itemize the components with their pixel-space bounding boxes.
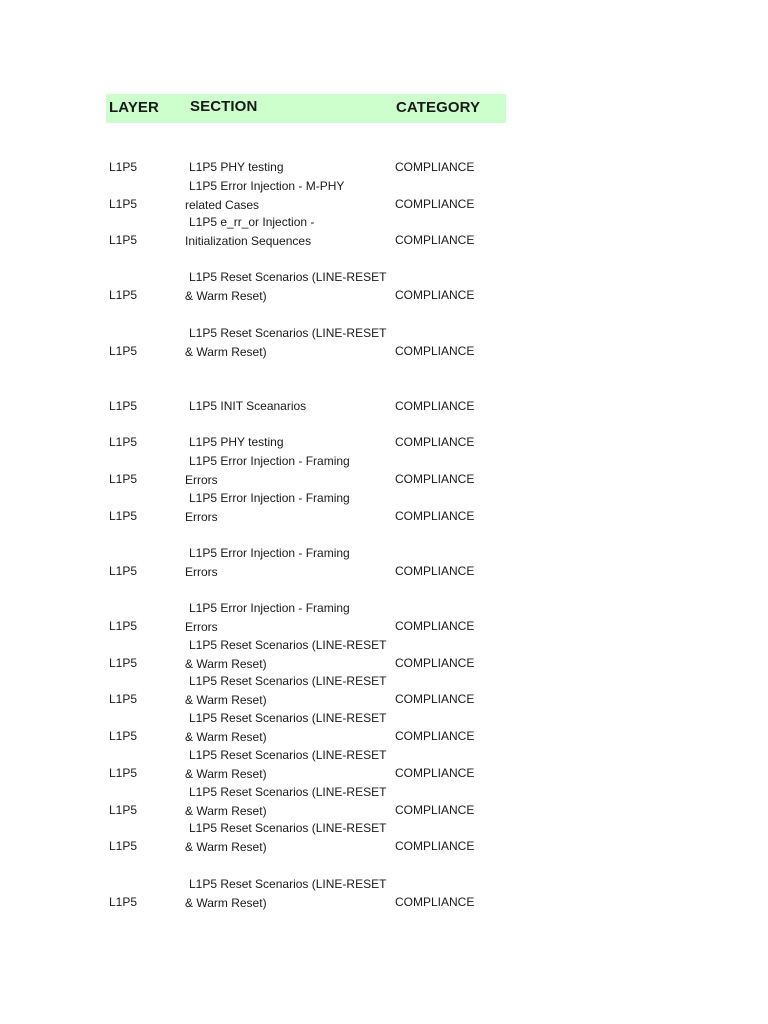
- section-line-1: L1P5 PHY testing: [189, 160, 284, 174]
- section-line-1: L1P5 Error Injection - M-PHY: [189, 179, 345, 193]
- section-line-2: & Warm Reset): [185, 344, 267, 359]
- section-line-1: L1P5 Error Injection - Framing: [189, 454, 350, 468]
- cell-category: COMPLIANCE: [395, 564, 475, 578]
- section-line-2: & Warm Reset): [185, 656, 267, 671]
- cell-layer: L1P5: [109, 472, 138, 486]
- cell-category: COMPLIANCE: [395, 766, 475, 780]
- section-line-2: & Warm Reset): [185, 288, 267, 303]
- cell-category: COMPLIANCE: [395, 509, 475, 523]
- cell-layer: L1P5: [109, 160, 138, 174]
- cell-category: COMPLIANCE: [395, 803, 475, 817]
- cell-category: COMPLIANCE: [395, 197, 475, 211]
- cell-layer: L1P5: [109, 692, 138, 706]
- cell-layer: L1P5: [109, 399, 138, 413]
- cell-layer: L1P5: [109, 233, 138, 247]
- section-line-2: Errors: [185, 564, 218, 579]
- cell-section: [185, 177, 344, 214]
- cell-category: COMPLIANCE: [395, 895, 475, 909]
- cell-layer: L1P5: [109, 509, 138, 523]
- cell-section: [185, 672, 386, 709]
- section-line-1: L1P5 Reset Scenarios (LINE-RESET: [189, 711, 387, 725]
- section-line-1: L1P5 Reset Scenarios (LINE-RESET: [189, 748, 387, 762]
- cell-category: COMPLIANCE: [395, 839, 475, 853]
- section-line-1: L1P5 Reset Scenarios (LINE-RESET: [189, 785, 387, 799]
- section-line-2: Errors: [185, 509, 218, 524]
- cell-section: [185, 709, 386, 746]
- section-line-2: & Warm Reset): [185, 766, 267, 781]
- section-line-1: L1P5 Error Injection - Framing: [189, 601, 350, 615]
- section-line-1: L1P5 INIT Sceanarios: [189, 399, 307, 413]
- cell-layer: L1P5: [109, 766, 138, 780]
- section-line-1: L1P5 Reset Scenarios (LINE-RESET: [189, 877, 387, 891]
- cell-category: COMPLIANCE: [395, 399, 475, 413]
- cell-section: [185, 746, 386, 783]
- section-line-1: L1P5 Reset Scenarios (LINE-RESET: [189, 638, 387, 652]
- section-line-2: & Warm Reset): [185, 839, 267, 854]
- cell-layer: L1P5: [109, 895, 138, 909]
- cell-layer: L1P5: [109, 656, 138, 670]
- cell-section: [185, 819, 386, 856]
- section-line-2: related Cases: [185, 197, 260, 212]
- cell-section: [185, 489, 350, 526]
- section-line-2: Initialization Sequences: [185, 233, 312, 248]
- cell-category: COMPLIANCE: [395, 160, 475, 174]
- section-line-1: L1P5 Reset Scenarios (LINE-RESET: [189, 821, 387, 835]
- section-line-2: & Warm Reset): [185, 895, 267, 910]
- section-line-2: & Warm Reset): [185, 729, 267, 744]
- cell-category: COMPLIANCE: [395, 619, 475, 633]
- section-line-1: L1P5 Reset Scenarios (LINE-RESET: [189, 674, 387, 688]
- cell-section: [185, 783, 386, 820]
- section-line-2: & Warm Reset): [185, 803, 267, 818]
- section-line-1: L1P5 PHY testing: [189, 435, 284, 449]
- cell-layer: L1P5: [109, 803, 138, 817]
- cell-layer: L1P5: [109, 729, 138, 743]
- section-line-2: & Warm Reset): [185, 692, 267, 707]
- section-line-1: L1P5 Reset Scenarios (LINE-RESET: [189, 270, 387, 284]
- cell-section: [185, 158, 284, 177]
- section-line-1: L1P5 Reset Scenarios (LINE-RESET: [189, 326, 387, 340]
- cell-layer: L1P5: [109, 564, 138, 578]
- cell-category: COMPLIANCE: [395, 435, 475, 449]
- cell-section: [185, 544, 350, 581]
- cell-layer: L1P5: [109, 344, 138, 358]
- cell-section: [185, 875, 386, 912]
- cell-section: [185, 452, 350, 489]
- section-line-2: Errors: [185, 472, 218, 487]
- cell-section: [185, 397, 306, 416]
- cell-category: COMPLIANCE: [395, 233, 475, 247]
- cell-layer: L1P5: [109, 435, 138, 449]
- section-line-1: L1P5 Error Injection - Framing: [189, 491, 350, 505]
- cell-layer: L1P5: [109, 197, 138, 211]
- cell-category: COMPLIANCE: [395, 472, 475, 486]
- header-category: CATEGORY: [396, 99, 481, 116]
- header-layer: LAYER: [109, 99, 159, 116]
- cell-section: [185, 599, 350, 636]
- section-line-1: L1P5 e_rr_or Injection -: [189, 215, 315, 229]
- section-line-1: L1P5 Error Injection - Framing: [189, 546, 350, 560]
- cell-category: COMPLIANCE: [395, 656, 475, 670]
- cell-category: COMPLIANCE: [395, 344, 475, 358]
- cell-section: [185, 433, 284, 452]
- section-line-2: Errors: [185, 619, 218, 634]
- cell-section: [185, 213, 314, 250]
- cell-category: COMPLIANCE: [395, 729, 475, 743]
- cell-category: COMPLIANCE: [395, 692, 475, 706]
- cell-layer: L1P5: [109, 839, 138, 853]
- cell-category: COMPLIANCE: [395, 288, 475, 302]
- header-section: SECTION: [190, 98, 258, 115]
- cell-section: [185, 636, 386, 673]
- cell-section: [185, 268, 386, 305]
- cell-layer: L1P5: [109, 619, 138, 633]
- cell-layer: L1P5: [109, 288, 138, 302]
- cell-section: [185, 324, 386, 361]
